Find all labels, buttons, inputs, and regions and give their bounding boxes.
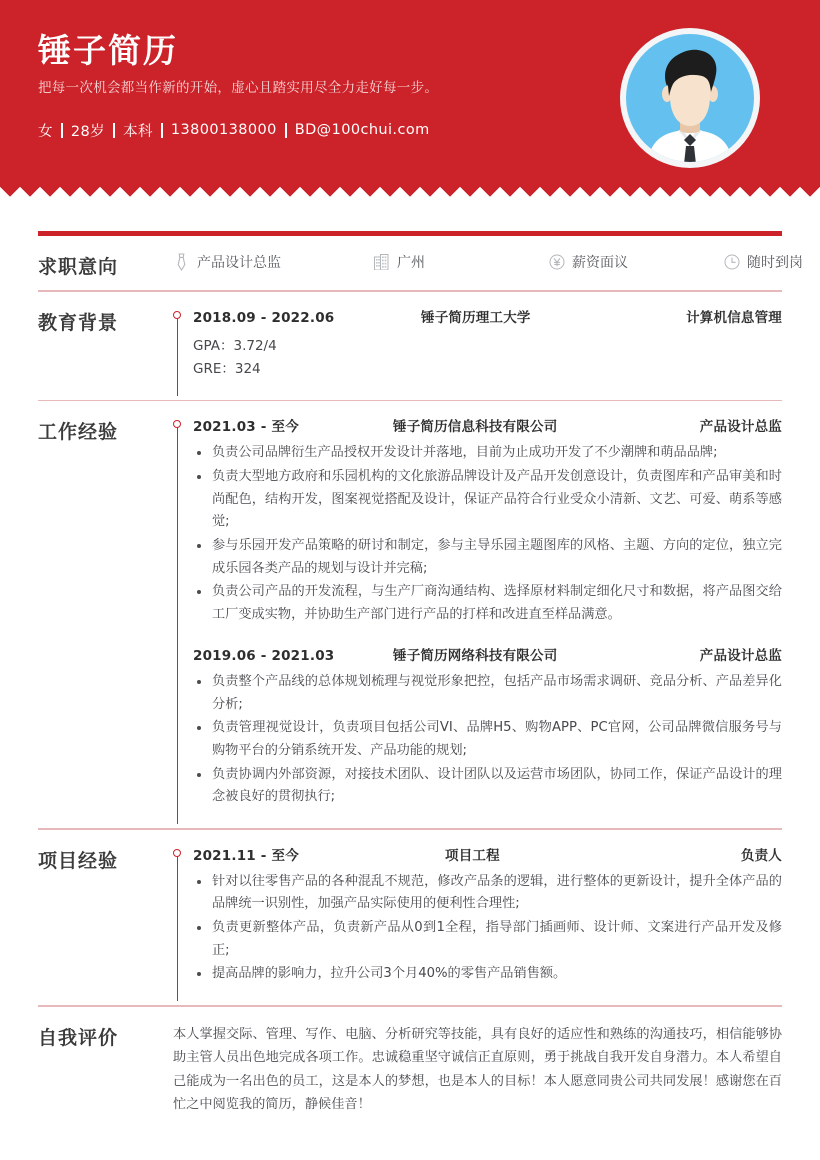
timeline-line xyxy=(177,425,178,824)
header-tagline: 把每一次机会都当作新的开始，虚心且踏实用尽全力走好每一步。 xyxy=(38,79,439,96)
intent-availability-label: 随时到岗 xyxy=(747,255,803,271)
education-details xyxy=(193,335,782,382)
work-company: 锤子简历网络科技有限公司 xyxy=(393,647,558,664)
work-date: 2019.06 - 2021.03 xyxy=(193,647,335,664)
header-text-block xyxy=(38,32,598,141)
self-evaluation-text: 本人掌握交际、管理、写作、电脑、分析研究等技能，具有良好的适应性和熟练的沟通技巧，相信能够协助主管人员出色地完成各项工作。忠诚稳重坚守诚信正直原则，勇于挑战自我开发自身潜力。本人希望自己能成为一名出色的员工，这是本人的梦想，也是本人的目标！本人愿意同贵公司共同发展！感谢您在百忙之中阅览我的简历，静候佳音！ xyxy=(173,1026,782,1113)
project-entry xyxy=(173,844,782,987)
avatar-person-icon xyxy=(626,34,754,162)
intent-item-position xyxy=(173,252,373,272)
list-item: 针对以往零售产品的各种混乱不规范，修改产品条的逻辑，进行整体的更新设计，提升全体产品的品牌统一识别性，加强产品实际使用的便利性合理性; xyxy=(193,871,782,916)
timeline-line xyxy=(177,316,178,396)
building-icon xyxy=(373,253,390,271)
work-role: 产品设计总监 xyxy=(699,419,782,436)
section-label-education: 教育背景 xyxy=(38,311,119,334)
meta-education: 本科 xyxy=(123,123,153,140)
intent-salary-label: 薪资面议 xyxy=(572,255,628,271)
section-work-experience xyxy=(38,401,782,828)
list-item: 负责整个产品线的总体规划梳理与视觉形象把控，包括产品市场需求调研、竞品分析、产品差异化分析; xyxy=(193,671,782,716)
meta-age: 28岁 xyxy=(70,123,106,140)
list-item: 负责协调内外部资源，对接技术团队、设计团队以及运营市场团队，协同工作，保证产品设计的理念被良好的贯彻执行; xyxy=(193,764,782,809)
list-item: 负责大型地方政府和乐园机构的文化旅游品牌设计及产品开发创意设计，负责图库和产品审美和时尚配色，结构开发，图案视觉搭配及设计，保证产品符合行业受众小清新、文艺、可爱、萌系等感觉; xyxy=(193,466,782,534)
timeline-dot xyxy=(173,311,181,319)
education-body xyxy=(173,292,782,400)
list-item: 负责管理视觉设计，负责项目包括公司VI、品牌H5、购物APP、PC官网，公司品牌微信服务号与购物平台的分销系统开发、产品功能的规划; xyxy=(193,717,782,762)
list-item: 负责公司品牌衍生产品授权开发设计并落地，目前为止成功开发了不少潮牌和萌品品牌; xyxy=(193,442,782,465)
resume-content xyxy=(0,231,820,1135)
meta-separator xyxy=(161,123,163,138)
section-label-project-experience: 项目经验 xyxy=(38,849,119,872)
work-entry xyxy=(173,644,782,809)
header-meta xyxy=(38,120,598,141)
work-body xyxy=(173,401,782,828)
meta-separator xyxy=(285,123,287,138)
work-entry-head xyxy=(193,644,782,664)
project-date: 2021.11 - 至今 xyxy=(193,847,299,864)
header-zigzag-edge xyxy=(0,185,820,198)
project-entry-head xyxy=(193,844,782,864)
work-bullets xyxy=(193,442,782,627)
yen-circle-icon xyxy=(548,253,565,271)
education-gre: GRE：324 xyxy=(193,361,261,378)
clock-icon xyxy=(723,253,740,271)
work-company: 锤子简历信息科技有限公司 xyxy=(393,419,558,436)
avatar-photo xyxy=(626,34,754,162)
timeline-dot xyxy=(173,849,181,857)
section-label-job-intention: 求职意向 xyxy=(38,256,119,278)
project-bullets xyxy=(193,871,782,987)
intent-position-label: 产品设计总监 xyxy=(197,255,281,271)
section-project-experience xyxy=(38,830,782,1006)
meta-separator xyxy=(61,123,63,138)
intent-item-location xyxy=(373,252,548,272)
intent-item-salary xyxy=(548,252,723,272)
education-school: 锤子简历理工大学 xyxy=(421,309,531,326)
education-major: 计算机信息管理 xyxy=(686,309,782,326)
list-item: 负责更新整体产品，负责新产品从0到1全程，指导部门插画师、设计师、文案进行产品开发及修正; xyxy=(193,917,782,962)
section-job-intention xyxy=(38,236,803,290)
meta-separator xyxy=(113,123,115,138)
section-education xyxy=(38,292,782,400)
work-entry-head xyxy=(193,415,782,435)
section-label-work-experience: 工作经验 xyxy=(38,421,119,444)
project-name: 项目工程 xyxy=(445,847,500,864)
meta-gender: 女 xyxy=(38,123,53,140)
intent-item-availability xyxy=(723,252,803,272)
education-gpa: GPA：3.72/4 xyxy=(193,337,277,354)
education-date: 2018.09 - 2022.06 xyxy=(193,309,335,326)
meta-phone: 13800138000 xyxy=(170,122,277,139)
section-self-evaluation xyxy=(38,1007,782,1135)
work-entry xyxy=(173,415,782,627)
timeline-dot xyxy=(173,420,181,428)
education-entry-head xyxy=(193,306,782,326)
list-item: 参与乐园开发产品策略的研讨和制定，参与主导乐园主题图库的风格、主题、方向的定位，独立完成乐园各类产品的规划与设计并完稿; xyxy=(193,535,782,580)
timeline-line xyxy=(177,854,178,1002)
tie-icon xyxy=(173,253,190,271)
meta-email: BD@100chui.com xyxy=(294,122,430,139)
section-label-self-evaluation: 自我评价 xyxy=(38,1026,119,1049)
page-title: 锤子简历 xyxy=(38,31,178,70)
self-evaluation-body xyxy=(173,1007,782,1135)
intent-location-label: 广州 xyxy=(397,255,425,271)
work-bullets xyxy=(193,671,782,809)
timeline xyxy=(173,419,182,824)
job-intention-items xyxy=(173,236,803,290)
list-item: 提高品牌的影响力，拉升公司3个月40%的零售产品销售额。 xyxy=(193,963,782,986)
avatar xyxy=(620,28,760,168)
resume-header xyxy=(0,0,820,198)
list-item: 负责公司产品的开发流程，与生产厂商沟通结构、选择原材料制定细化尺寸和数据，将产品图交给工厂变成实物，并协助生产部门进行产品的打样和改进直至样品满意。 xyxy=(193,581,782,626)
project-role: 负责人 xyxy=(740,847,782,864)
project-body xyxy=(173,830,782,1006)
education-entry xyxy=(173,306,782,382)
work-date: 2021.03 - 至今 xyxy=(193,419,299,436)
timeline xyxy=(173,310,182,396)
work-role: 产品设计总监 xyxy=(699,647,782,664)
timeline xyxy=(173,848,182,1002)
